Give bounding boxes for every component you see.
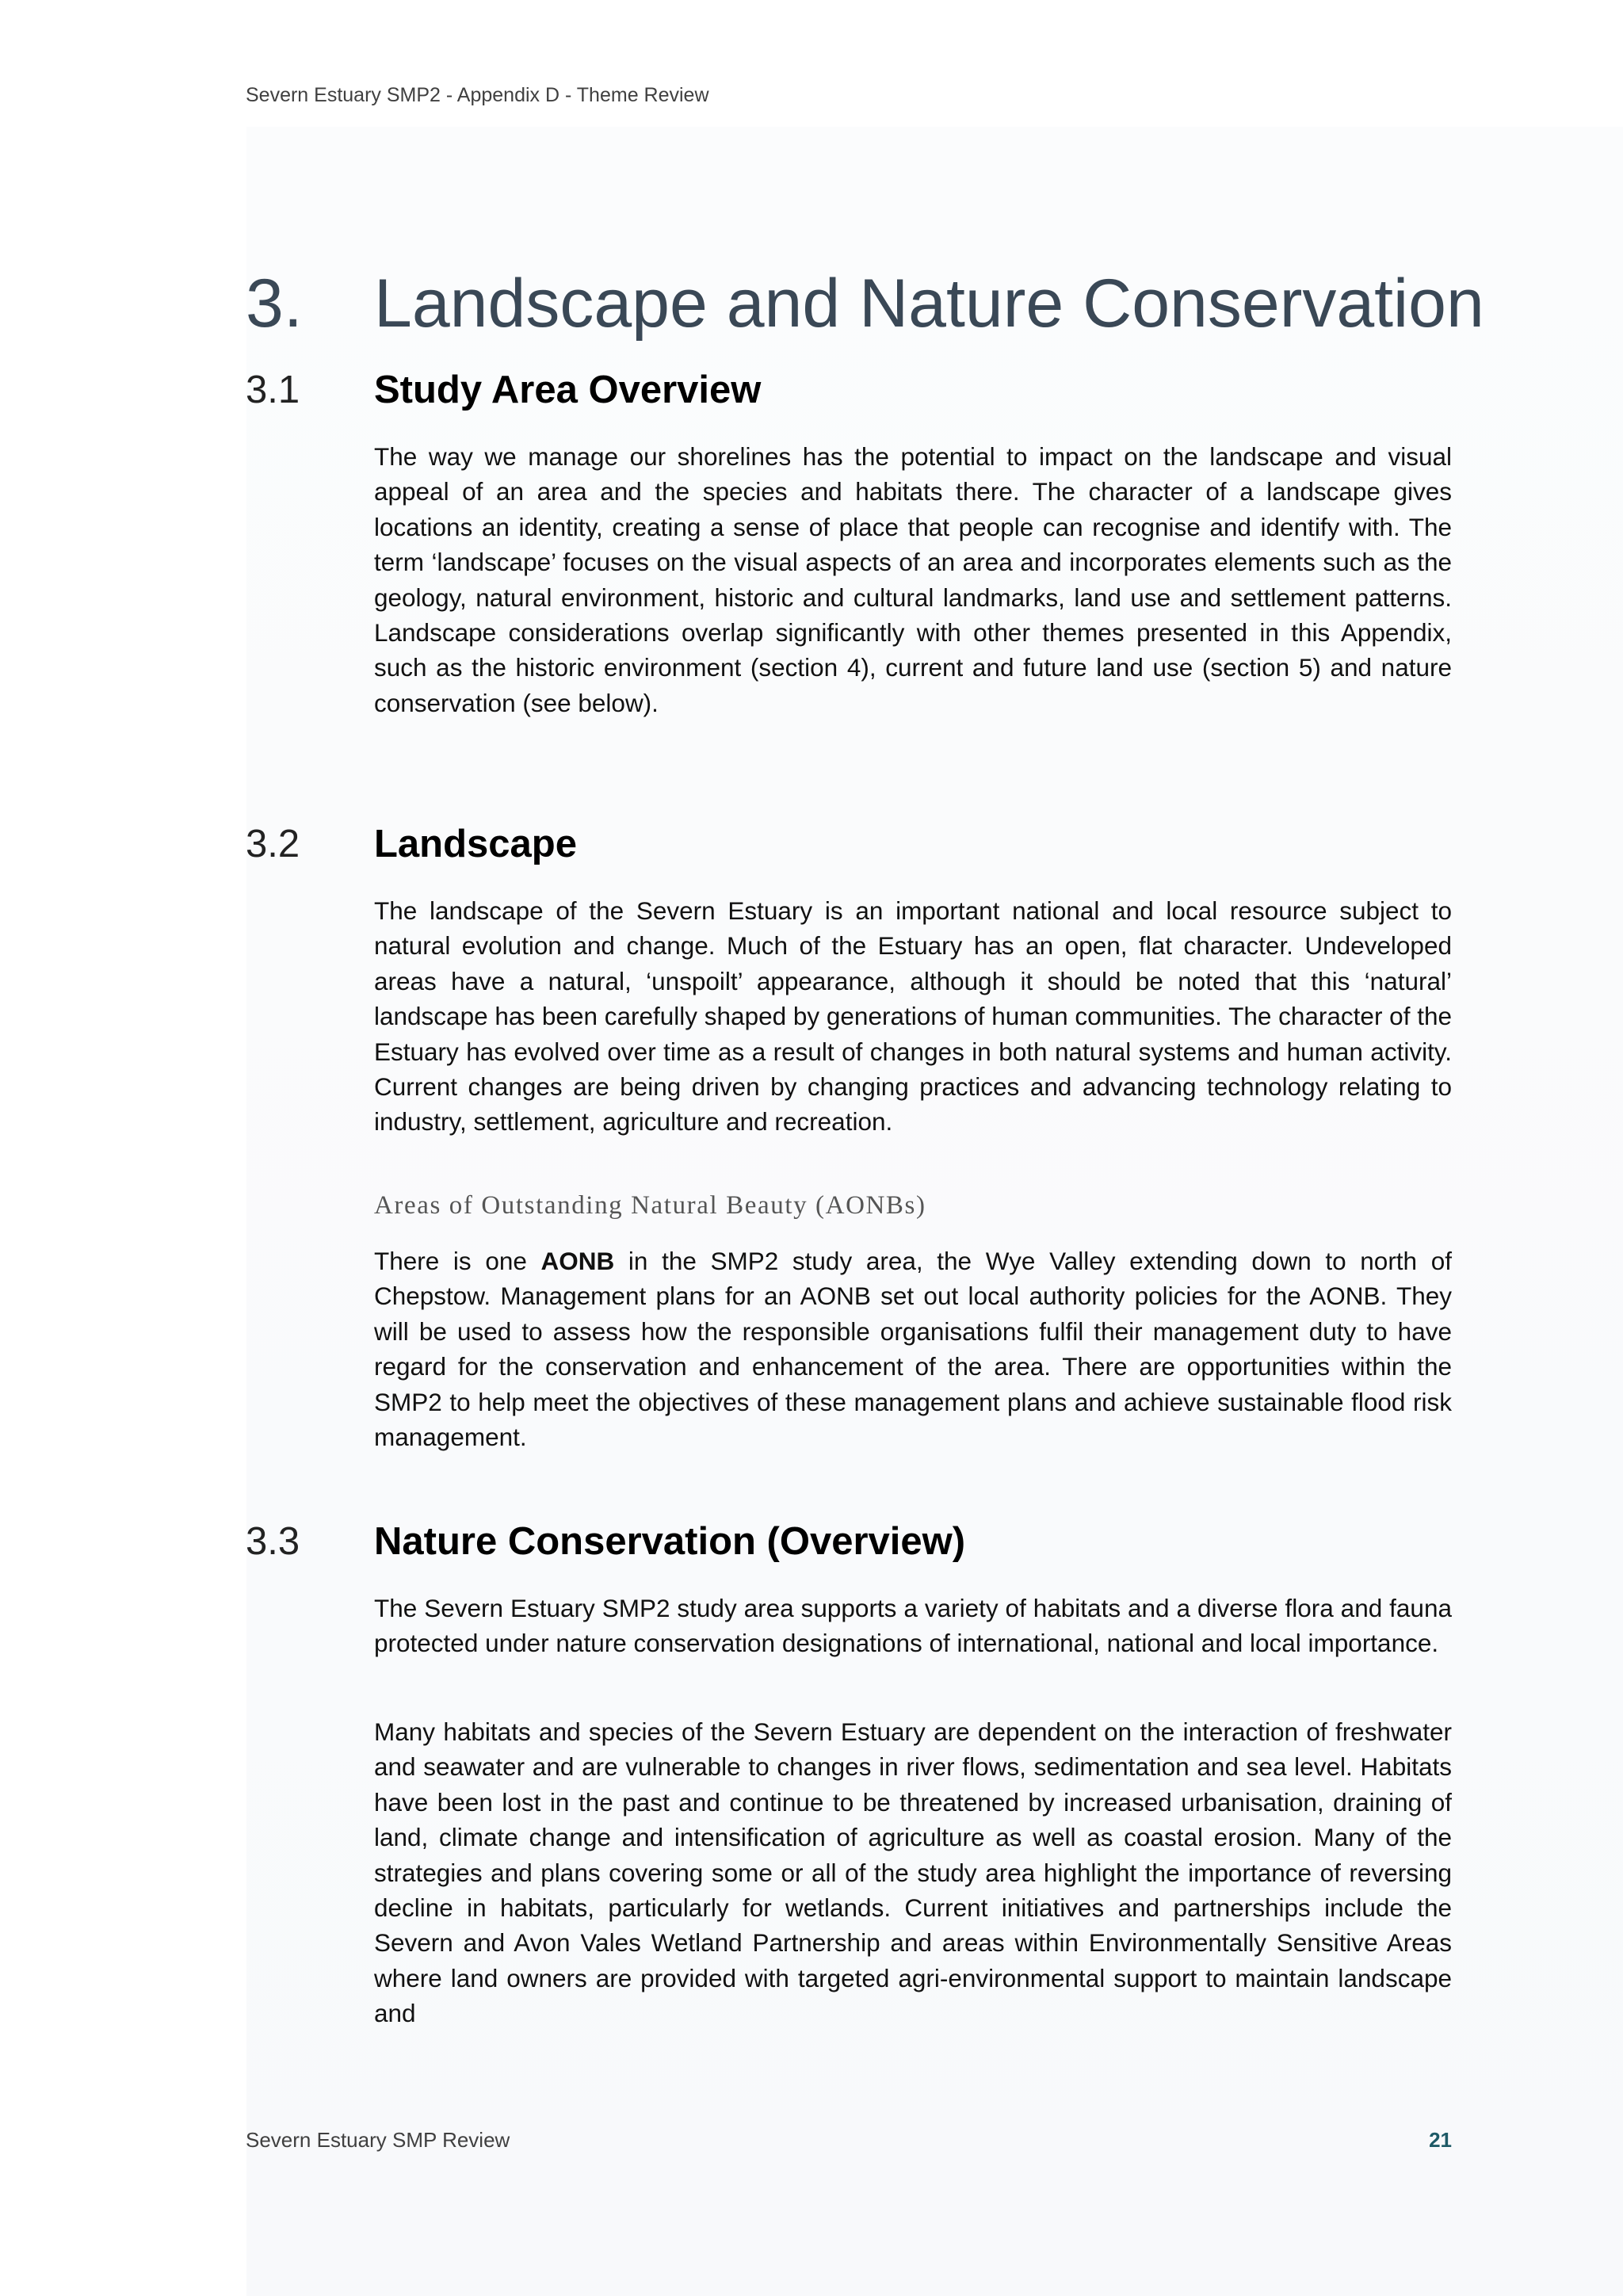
section-number: 3.3 <box>246 1520 300 1563</box>
section-heading-3-2 <box>246 823 1593 866</box>
section-heading-3-1 <box>246 369 1593 412</box>
paragraph-landscape: The landscape of the Severn Estuary is an important national and local resource subject to natural evolution and change. Much of the Estuary has an open, flat character. Undeveloped areas have a natural, ‘unspoilt’ appearance, although it should be noted that this ‘natural’ landscape has been carefully shaped by generations of human communities. The character of the Estuary has evolved over time as a result of changes in both natural systems and human activity. Current changes are being driven by changing practices and advancing technology relating to industry, settlement, agriculture and recreation. <box>374 896 1452 1137</box>
section-title: Study Area Overview <box>374 369 762 411</box>
section-number: 3.1 <box>246 369 300 411</box>
paragraph-nature-1: The Severn Estuary SMP2 study area supports a variety of habitats and a diverse flora and fauna protected under nature conservation designations of international, national and local importance. <box>374 1594 1452 1658</box>
aonb-bold-term: AONB <box>540 1247 615 1275</box>
paragraph-nature-2: Many habitats and species of the Severn Estuary are dependent on the interaction of freshwater and seawater and are vulnerable to changes in river flows, sedimentation and sea level. Habitats have been lost in the past and continue to be threatened by increased urbanisation, draining of land, climate change and intensification of agriculture as well as coastal erosion. Many of the strategies and plans covering some or all of the study area highlight the importance of reversing decline in habitats, particularly for wetlands. Current initiatives and partnerships include the Severn and Avon Vales Wetland Partnership and areas within Environmentally Sensitive Areas where land owners are provided with targeted agri-environmental support to maintain landscape and <box>374 1717 1452 2028</box>
section-title: Landscape <box>374 823 577 865</box>
paragraph-aonb <box>374 1244 1452 1454</box>
subheading-aonb: Areas of Outstanding Natural Beauty (AONBs) <box>374 1191 926 1220</box>
chapter-title: Landscape and Nature Conservation <box>374 266 1484 342</box>
chapter-heading <box>246 266 1593 342</box>
aonb-text-before: There is one <box>374 1247 541 1275</box>
section-title: Nature Conservation (Overview) <box>374 1520 966 1563</box>
section-number: 3.2 <box>246 823 300 865</box>
paragraph-study-area: The way we manage our shorelines has the potential to impact on the landscape and visual appeal of an area and the species and habitats there. The character of a landscape gives locations an identity, creating a sense of place that people can recognise and identify with. The term ‘landscape’ focuses on the visual aspects of an area and incorporates elements such as the geology, natural environment, historic and cultural landmarks, land use and settlement patterns. Landscape considerations overlap significantly with other themes presented in this Appendix, such as the historic environment (section 4), current and future land use (section 5) and nature conservation (see below). <box>374 442 1452 717</box>
footer-title: Severn Estuary SMP Review <box>246 2128 510 2152</box>
chapter-number: 3. <box>246 266 303 342</box>
aonb-text-after: in the SMP2 study area, the Wye Valley extending down to north of Chepstow. Management plans for an AONB set out local authority policies for the AONB. They will be used to assess how the responsible organisations fulfil their management duty to have regard for the conservation and enhancement of the area. There are opportunities within the SMP2 to help meet the objectives of these management plans and achieve sustainable flood risk management. <box>374 1247 1452 1452</box>
page-number: 21 <box>1429 2128 1452 2152</box>
section-heading-3-3 <box>246 1521 1593 1564</box>
running-header: Severn Estuary SMP2 - Appendix D - Theme Review <box>246 84 709 106</box>
